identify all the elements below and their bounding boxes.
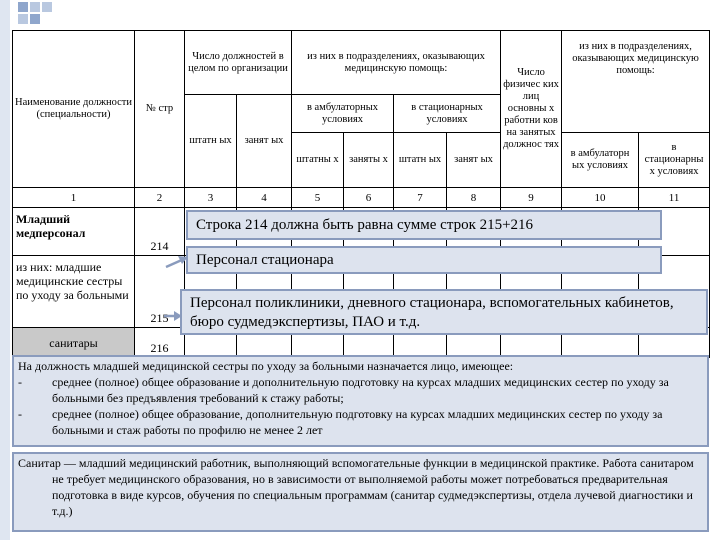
slide-decor-square <box>42 2 52 12</box>
slide-decor-square <box>18 14 28 24</box>
slide-decor-square <box>18 2 28 12</box>
header-code-col: № стр <box>135 31 185 188</box>
header-outpatient: в амбулаторных условиях <box>292 95 394 133</box>
col-number: 8 <box>447 188 501 208</box>
list-item-text: среднее (полное) общее образование и дополнительную подготовку на курсах младших медицинских сестер по уходу за больными без предъявления требований к стажу работы; <box>52 375 669 405</box>
note-orderly-definition <box>12 452 709 532</box>
header-persons-outpatient: в амбулаторн ых условиях <box>562 133 639 188</box>
bullet: - <box>18 407 22 421</box>
list-item <box>18 406 703 438</box>
list-item-text: среднее (полное) общее образование, дополнительную подготовку на курсах младших медицинских сестер по уходу за больными и стаж работы по профилю не менее 2 лет <box>52 407 663 437</box>
col-number: 5 <box>292 188 344 208</box>
header-staff-inpatient: штатн ых <box>394 133 447 188</box>
col-number: 11 <box>639 188 710 208</box>
slide-decor-square <box>30 14 40 24</box>
row-name: Младший медперсонал <box>13 208 135 256</box>
row-code: 216 <box>135 328 185 358</box>
col-number: 2 <box>135 188 185 208</box>
col-number: 9 <box>501 188 562 208</box>
header-total-group: Число должностей в целом по организации <box>185 31 292 95</box>
header-occupied-outpatient: заняты х <box>344 133 394 188</box>
header-units-group: из них в подразделениях, оказывающих медицинскую помощь: <box>292 31 501 95</box>
note-text: Санитар — младший медицинский работник, выполняющий вспомогательные функции в медицинской практике. Работа санитаром не требует медицинского образования, но в зависимости от выполняемой работы может потребоваться предварительная подготовка в виде курсов, обучения по специальным программам (санитар судмедэкспертизы, отдела лучевой диагностики и т.д.) <box>18 456 694 518</box>
col-number: 7 <box>394 188 447 208</box>
header-occupied-inpatient: занят ых <box>447 133 501 188</box>
col-number: 3 <box>185 188 237 208</box>
list-item <box>18 374 703 406</box>
callout-sum-rule: Строка 214 должна быть равна сумме строк 215+216 <box>186 210 662 240</box>
slide-decor-bar <box>0 0 10 540</box>
header-persons-col: Число физичес ких лиц основны х работни ков на занятых должнос тях <box>501 31 562 188</box>
bullet: - <box>18 375 22 389</box>
header-occupied: занят ых <box>237 95 292 188</box>
row-name: из них: младшие медицинские сестры по уходу за больными <box>13 256 135 328</box>
row-code: 215 <box>135 256 185 328</box>
col-number: 4 <box>237 188 292 208</box>
note-nurse-requirements <box>12 355 709 447</box>
header-persons-inpatient: в стационарны х условиях <box>639 133 710 188</box>
header-inpatient: в стационарных условиях <box>394 95 501 133</box>
col-number: 10 <box>562 188 639 208</box>
header-name-col: Наименование должности (специальности) <box>13 31 135 188</box>
col-number: 6 <box>344 188 394 208</box>
callout-inpatient-staff: Персонал стационара <box>186 246 662 274</box>
header-staff: штатн ых <box>185 95 237 188</box>
header-staff-outpatient: штатны х <box>292 133 344 188</box>
row-code: 214 <box>135 208 185 256</box>
note-intro: На должность младшей медицинской сестры по уходу за больными назначается лицо, имеющее: <box>18 359 514 373</box>
header-persons-units-group: из них в подразделениях, оказывающих медицинскую помощь: <box>562 31 710 133</box>
row-name: санитары <box>13 328 135 358</box>
col-number: 1 <box>13 188 135 208</box>
slide-decor-square <box>30 2 40 12</box>
callout-outpatient-staff: Персонал поликлиники, дневного стационара, вспомогательных кабинетов, бюро судмедэкспертизы, ПАО и т.д. <box>180 289 708 335</box>
